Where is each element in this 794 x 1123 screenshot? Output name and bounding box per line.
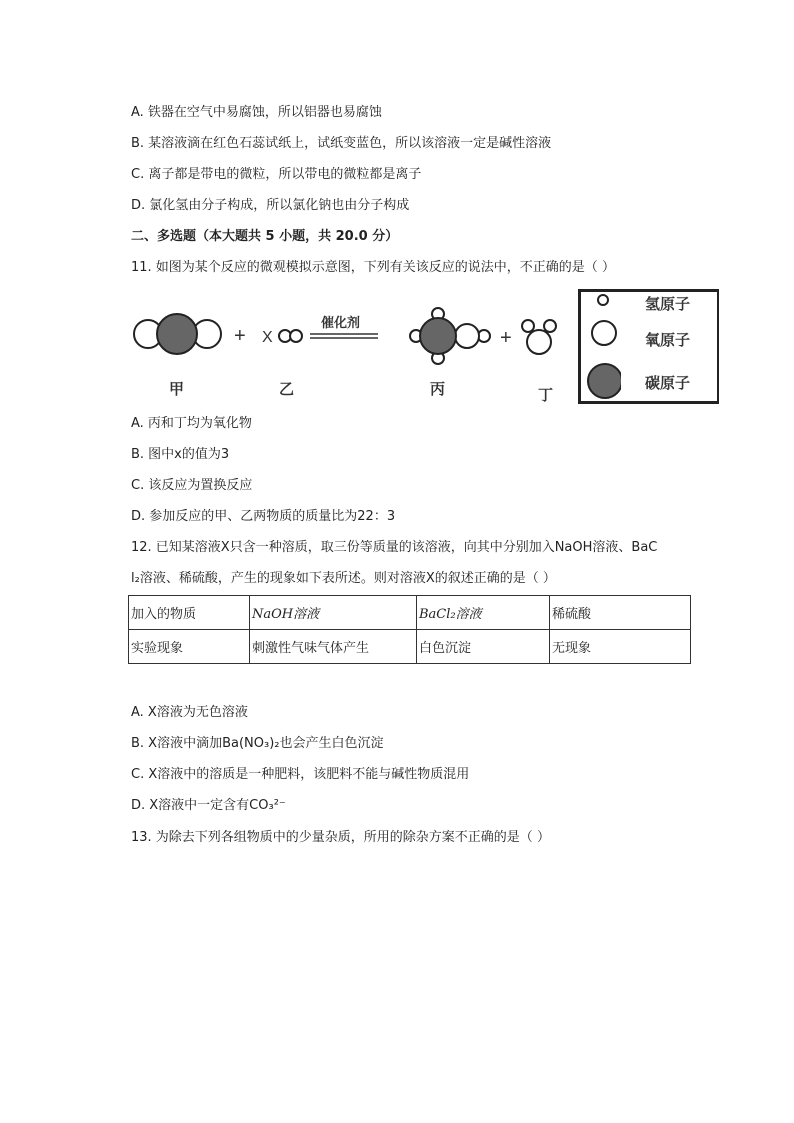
q10-option-b: B. 某溶液滴在红色石蕊试纸上，试纸变蓝色，所以该溶液一定是碱性溶液 [131, 136, 552, 151]
table-row [129, 630, 691, 664]
q12-option-c: C. X溶液中的溶质是一种肥料，该肥料不能与碱性物质混用 [131, 767, 470, 782]
q11-option-b: B. 图中x的值为3 [131, 447, 230, 462]
q13-stem: 13. 为除去下列各组物质中的少量杂质，所用的除杂方案不正确的是（ ） [131, 830, 550, 845]
table-cell: 稀硫酸 [550, 596, 691, 630]
molecule-jia [134, 314, 221, 354]
q10-option-a: A. 铁器在空气中易腐蚀，所以铝器也易腐蚀 [131, 105, 382, 120]
q12-option-d: D. X溶液中一定含有CO₃²⁻ [131, 798, 286, 813]
label-jia: 甲 [169, 380, 185, 398]
observation-table [128, 595, 691, 664]
q12-option-a: A. X溶液为无色溶液 [131, 705, 248, 720]
molecule-ding [522, 320, 556, 354]
carbon-atom-icon [588, 364, 621, 398]
q10-option-d: D. 氯化氢由分子构成，所以氯化钠也由分子构成 [131, 198, 410, 213]
coefficient-x: X [262, 329, 273, 346]
q12-stem-line1: 12. 已知某溶液X只含一种溶质，取三份等质量的该溶液，向其中分别加入NaOH溶液、BaC [131, 540, 658, 555]
legend-icons [581, 292, 621, 402]
table-cell: 实验现象 [129, 630, 250, 664]
molecule-yi [279, 330, 302, 342]
plus-sign-2: + [500, 327, 512, 349]
table-cell: 加入的物质 [129, 596, 250, 630]
q12-option-b: B. X溶液中滴加Ba(NO₃)₂也会产生白色沉淀 [131, 736, 384, 751]
q10-option-c: C. 离子都是带电的微粒，所以带电的微粒都是离子 [131, 167, 422, 182]
table-cell: 无现象 [550, 630, 691, 664]
q11-option-a: A. 丙和丁均为氧化物 [131, 416, 252, 431]
label-bing: 丙 [430, 380, 446, 398]
atom-legend [578, 289, 719, 404]
table-cell: NaOH溶液 [250, 596, 417, 630]
hydrogen-atom-icon [598, 295, 608, 305]
q11-stem: 11. 如图为某个反应的微观模拟示意图，下列有关该反应的说法中，不正确的是（ ） [131, 260, 615, 275]
catalyst-label: 催化剂 [321, 316, 361, 331]
section-heading: 二、多选题（本大题共 5 小题，共 20.0 分） [131, 229, 399, 244]
oxygen-atom-icon [592, 321, 616, 345]
q12-stem-line2: l₂溶液、稀硫酸，产生的现象如下表所述。则对溶液X的叙述正确的是（ ） [131, 571, 556, 586]
legend-oxygen: 氧原子 [645, 331, 691, 349]
legend-hydrogen: 氢原子 [645, 295, 691, 313]
table-cell: 刺激性气味气体产生 [250, 630, 417, 664]
q11-option-d: D. 参加反应的甲、乙两物质的质量比为22：3 [131, 509, 396, 524]
q11-option-c: C. 该反应为置换反应 [131, 478, 253, 493]
legend-carbon: 碳原子 [645, 374, 691, 392]
molecule-bing [410, 308, 490, 364]
table-cell: 白色沉淀 [417, 630, 550, 664]
table-cell: BaCl₂溶液 [417, 596, 550, 630]
label-ding: 丁 [538, 386, 554, 404]
label-yi: 乙 [279, 380, 295, 398]
plus-sign-1: + [234, 325, 246, 347]
table-row [129, 596, 691, 630]
